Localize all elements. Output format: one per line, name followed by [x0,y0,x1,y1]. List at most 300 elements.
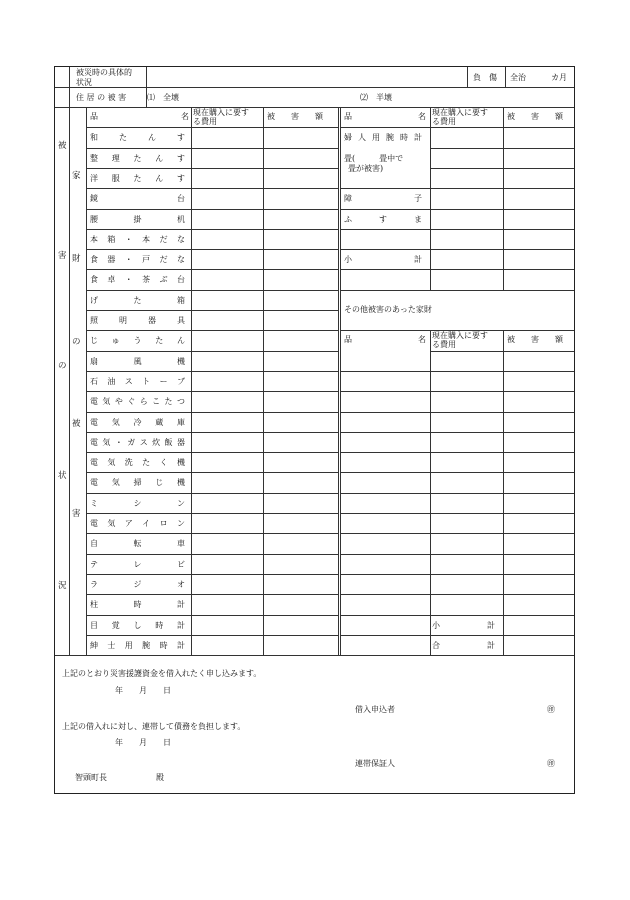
injury-unit-label: カ月 [551,73,567,82]
injury-value-label: 全治 [510,73,526,82]
damage-cell[interactable] [264,210,337,228]
item-char: 本 [90,234,98,244]
damage-cell[interactable] [264,473,337,491]
cost-cell[interactable] [192,372,262,390]
tatami-label-2: 畳が被害) [348,163,384,173]
cost-cell[interactable] [192,331,262,349]
item-char: ぶ [159,275,168,285]
item-char: す [177,153,185,163]
item-char: 食 [90,255,98,265]
item-label-text [90,560,185,570]
cost-cell[interactable] [192,311,262,329]
other-cost-cell[interactable] [431,473,502,491]
item-label [90,194,185,204]
other-item-name-cell[interactable] [341,534,429,552]
right-cost-cell[interactable] [431,230,502,248]
item-char: 炊 [152,437,161,447]
item-label-text [90,580,185,590]
item-char: ゅ [111,336,120,346]
cost-cell[interactable] [192,230,262,248]
item-char: シ [133,498,142,508]
subtotal2-label [432,621,495,631]
item-char: 目 [90,620,98,630]
item-char: や [114,397,123,407]
damage-cell[interactable] [264,352,337,370]
item-char: 婦 [344,133,352,143]
item-char: 士 [107,640,116,650]
other-item-name-cell[interactable] [341,372,429,390]
other-cost-cell[interactable] [431,413,502,431]
other-damage-cell[interactable] [504,534,573,552]
cost-cell[interactable] [192,270,262,288]
cost-cell[interactable] [192,210,262,228]
side-label-outer: 被 [58,141,67,151]
row-rule [430,168,574,169]
damage-cell[interactable] [264,372,337,390]
item-char: だ [159,234,168,244]
item-char: 電 [90,519,98,528]
cost-cell[interactable] [192,514,262,532]
item-label-text [90,133,185,143]
application-form [54,66,575,794]
item-char: ん [148,133,156,143]
cost-header-1: 現在購入に要す [193,108,249,117]
other-name-header: 名 [418,335,426,345]
damage-cell[interactable] [264,413,337,431]
cost-cell[interactable] [192,636,262,654]
other-damage-cell[interactable] [504,494,573,512]
item-char: 庫 [177,417,185,427]
item-char: 電 [90,437,98,447]
other-item-name-cell[interactable] [341,595,429,613]
honorific: 殿 [156,773,164,782]
damage-cell[interactable] [264,250,337,268]
footer-date-2: 年 月 日 [115,738,171,747]
item-label [90,357,185,367]
name-header: 名 [181,112,189,121]
side-label-inner: の [72,337,81,347]
damage-cell[interactable] [264,595,337,613]
item-char: 箱 [177,295,185,305]
other-damage-cell[interactable] [504,575,573,593]
item-label [90,621,185,631]
subtotal2-label-text [432,621,495,631]
item-char: 石 [90,376,98,386]
other-cost-cell[interactable] [431,555,502,573]
item-label [90,519,185,529]
cost-cell[interactable] [192,473,262,491]
cost-cell[interactable] [192,291,262,309]
item-char: ス [139,437,148,447]
other-cost-cell[interactable] [431,514,502,532]
item-label [90,235,185,245]
item-char: ふ [344,214,352,224]
right-cost-cell[interactable] [431,210,502,228]
side-label-outer: 状 [58,471,67,481]
damage-cell[interactable] [264,331,337,349]
item-char: 合 [432,640,440,650]
item-char: つ [176,397,185,407]
damage-cell[interactable] [264,433,337,451]
item-label [90,418,185,428]
right-damage-cell[interactable] [504,149,573,167]
item-char: テ [90,559,98,569]
item-label [90,560,185,570]
injury-label: 負 傷 [473,73,497,82]
item-char: 気 [102,437,111,447]
other-item-name-cell[interactable] [341,392,429,410]
item-char: ガ [127,437,136,447]
item-char: 小 [432,620,440,630]
item-char: 整 [90,153,98,163]
subtotal-cell[interactable] [504,616,573,634]
item-label-text [90,621,185,631]
item-char: 器 [176,437,185,447]
other-item-name-cell[interactable] [341,413,429,431]
damage-cell[interactable] [264,149,337,167]
item-char: 戸 [142,255,151,265]
item-char: オ [177,579,185,589]
side-label-outer: の [58,361,67,371]
item-label [90,580,185,590]
other-damage-cell[interactable] [504,352,573,370]
applicant-field[interactable] [400,702,540,716]
item-char: し [133,620,142,630]
side-label-outer: 況 [58,581,67,591]
item-label [90,133,185,143]
row-rule [340,269,574,270]
cost-cell[interactable] [192,392,262,410]
item-char: 用 [124,640,133,650]
cost-cell[interactable] [192,169,262,187]
col-rule [505,67,506,87]
other-damage-header: 被 害 額 [507,335,563,345]
item-char: た [119,133,127,143]
item-char: 時 [400,133,408,143]
addressee: 智頭町長 [75,773,107,782]
guarantor-field[interactable] [400,756,540,770]
house-option-half[interactable]: ⑵ 半壊 [360,93,392,102]
right-cost-cell[interactable] [431,149,502,167]
item-char: 卓 [107,275,116,285]
item-char: じ [155,478,164,488]
item-label [90,397,185,407]
other-cost-cell[interactable] [431,534,502,552]
cost-cell[interactable] [192,352,262,370]
footer-application-text: 上記のとおり災害援護資金を借入れたく申し込みます。 [62,669,262,678]
item-label [90,275,185,285]
item-char: 茶 [142,275,151,285]
total-cell[interactable] [504,636,573,654]
damage-cell[interactable] [264,230,337,248]
side-label-inner: 財 [72,254,81,264]
cost-cell[interactable] [192,413,262,431]
item-char: ・ [124,234,133,244]
right-cost-cell[interactable] [431,189,502,207]
other-cost-cell[interactable] [431,595,502,613]
item-label-text [90,377,185,387]
right-cost-header-2: る費用 [432,117,456,126]
cost-cell[interactable] [192,555,262,573]
item-char: イ [142,519,151,528]
item-char: 照 [90,316,98,325]
house-option-full[interactable]: ⑴ 全壊 [147,93,179,102]
cost-cell[interactable] [192,250,262,268]
cost-cell[interactable] [192,453,262,471]
item-char: た [164,397,173,407]
situation-label-2: 状況 [76,78,92,87]
item-char: 機 [176,458,185,468]
item-label-text [90,275,185,285]
item-label-text [90,641,185,651]
item-char: 明 [119,316,127,325]
cost-cell[interactable] [192,149,262,167]
cost-cell[interactable] [192,575,262,593]
item-label-text [90,357,185,367]
womens-watch-label [344,133,422,143]
item-label [90,336,185,346]
other-item-name-cell[interactable] [341,473,429,491]
damage-cell[interactable] [264,311,337,329]
fusuma-label-text [344,215,422,225]
item-char: 気 [107,519,116,528]
item-label [90,316,185,326]
other-damage-cell[interactable] [504,433,573,451]
item-char: 計 [414,255,422,265]
item-char: な [176,234,185,244]
item-char: う [133,336,142,346]
item-label-text [90,539,185,549]
item-char: 洗 [124,458,133,468]
cost-cell[interactable] [192,534,262,552]
col-rule [146,67,147,107]
item-char: た [133,153,142,163]
other-item-name-cell[interactable] [341,494,429,512]
damage-cell[interactable] [264,453,337,471]
subtotal-label [344,255,422,265]
item-label-text [90,215,185,225]
item-char: 台 [176,275,185,285]
item-label [90,499,185,509]
cost-cell[interactable] [192,494,262,512]
item-label [90,377,185,387]
header-rule [55,87,574,88]
other-cost-cell[interactable] [431,352,502,370]
damage-cell[interactable] [264,392,337,410]
item-label-text [90,336,185,346]
item-char: 腕 [386,133,394,143]
other-cost-header-2: る費用 [432,340,456,350]
item-label-text [90,194,185,204]
item-char: ン [177,498,185,508]
right-cost-cell[interactable] [431,128,502,146]
other-item-name-cell[interactable] [341,555,429,573]
other-cost-cell[interactable] [431,433,502,451]
other-item-name-cell[interactable] [341,575,429,593]
item-char: 時 [159,640,168,650]
cost-cell[interactable] [192,595,262,613]
other-item-name-cell[interactable] [341,352,429,370]
damage-cell[interactable] [264,616,337,634]
item-char: ん [155,173,164,183]
item-label-text [90,438,185,448]
item-char: 計 [177,600,185,610]
item-char: 電 [90,417,98,427]
item-char: 時 [133,600,142,610]
item-char: げ [90,295,98,305]
other-damage-cell[interactable] [504,514,573,532]
total-label [432,641,495,651]
item-char: 和 [90,133,98,143]
item-char: 機 [177,356,185,366]
cost-cell[interactable] [192,128,262,146]
item-label [90,539,185,549]
item-char: 台 [177,194,185,204]
right-damage-cell[interactable] [504,230,573,248]
item-char: ぐ [127,397,136,407]
other-item-name-cell[interactable] [341,453,429,471]
item-char: 器 [148,316,156,325]
right-damage-cell[interactable] [504,210,573,228]
other-damage-cell[interactable] [504,413,573,431]
total-label-text [432,641,495,651]
item-char: 気 [111,417,120,427]
item-label-text [90,397,185,407]
item-char: 電 [90,478,98,488]
damage-cell[interactable] [264,555,337,573]
item-char: 洋 [90,173,98,183]
item-char: 時 [155,620,164,630]
col-rule [86,107,87,655]
item-char: 覚 [111,620,120,630]
other-cost-cell[interactable] [431,575,502,593]
damage-cell[interactable] [264,534,337,552]
item-char: 具 [177,316,185,325]
item-char: 扇 [90,356,98,366]
item-char: 気 [107,458,116,468]
item-char: す [177,133,185,143]
damage-cell[interactable] [264,270,337,288]
other-damage-cell[interactable] [504,473,573,491]
damage-cell[interactable] [264,189,337,207]
other-damage-cell[interactable] [504,453,573,471]
item-char: た [133,295,142,305]
item-label [90,458,185,468]
damage-cell[interactable] [264,128,337,146]
item-label [90,154,185,164]
item-char: 人 [358,133,366,143]
shoji-label-text [344,194,422,204]
item-char: 冷 [133,417,142,427]
item-char: な [176,255,185,265]
other-damage-cell[interactable] [504,392,573,410]
item-char: 計 [414,133,422,143]
footer-date-1: 年 月 日 [115,686,171,695]
item-char: 本 [142,234,151,244]
other-item-name-cell[interactable] [341,433,429,451]
other-item-header: 品 [344,335,352,345]
other-cost-cell[interactable] [431,453,502,471]
item-char: 飯 [164,437,173,447]
damage-header: 被 害 額 [267,112,323,121]
cost-cell[interactable] [192,189,262,207]
right-item-header: 品 [344,112,352,121]
seal-mark-2: ㊞ [547,759,555,768]
item-char: 蔵 [155,417,164,427]
col-rule [69,67,70,87]
item-char: 計 [177,620,185,630]
item-char: 腰 [90,214,98,224]
damage-cell[interactable] [264,169,337,187]
right-damage-cell[interactable] [504,189,573,207]
other-cost-cell[interactable] [431,392,502,410]
row-rule [340,655,574,656]
item-char: 油 [107,376,116,386]
right-cost-cell[interactable] [431,250,502,268]
damage-cell[interactable] [264,575,337,593]
right-damage-cell[interactable] [504,250,573,268]
damage-cell[interactable] [264,636,337,654]
injury-months-field[interactable] [527,68,549,87]
item-char: ビ [177,559,185,569]
other-item-name-cell[interactable] [341,514,429,532]
other-cost-cell[interactable] [431,494,502,512]
item-char: 気 [102,397,111,407]
item-label [90,174,185,184]
womens-watch-label-text [344,133,422,143]
situation-field[interactable] [147,68,467,87]
item-label-text [90,418,185,428]
footer-guarantee-text: 上記の借入れに対し、連帯して債務を負担します。 [62,722,246,731]
item-char: ん [155,153,164,163]
item-header: 品 [90,112,98,121]
cost-cell[interactable] [192,616,262,634]
fusuma-label [344,215,422,225]
cost-cell[interactable] [192,433,262,451]
item-label-text [90,458,185,468]
item-char: 障 [344,194,352,204]
damage-cell[interactable] [264,291,337,309]
other-damage-cell[interactable] [504,555,573,573]
item-char: た [142,458,151,468]
item-char: ロ [159,519,168,528]
damage-cell[interactable] [264,514,337,532]
other-damage-cell[interactable] [504,595,573,613]
item-char: ん [177,336,185,346]
side-label-outer: 害 [58,251,67,261]
seal-mark-1: ㊞ [547,705,555,714]
item-char: 電 [90,397,98,407]
item-char: ン [176,519,185,528]
item-label [90,215,185,225]
item-char: た [155,336,164,346]
item-char: 食 [90,275,98,285]
item-label-text [90,255,185,265]
applicant-label: 借入申込者 [355,705,395,714]
other-cost-cell[interactable] [431,372,502,390]
col-rule [69,107,70,655]
house-damage-label: 住 居 の 被 害 [76,93,127,102]
item-char: 器 [107,255,116,265]
right-damage-cell[interactable] [504,128,573,146]
item-label [90,438,185,448]
item-char: ブ [176,376,185,386]
item-label-text [90,154,185,164]
item-char: 服 [111,173,120,183]
other-damage-cell[interactable] [504,372,573,390]
damage-cell[interactable] [264,494,337,512]
item-char: 腕 [142,640,151,650]
